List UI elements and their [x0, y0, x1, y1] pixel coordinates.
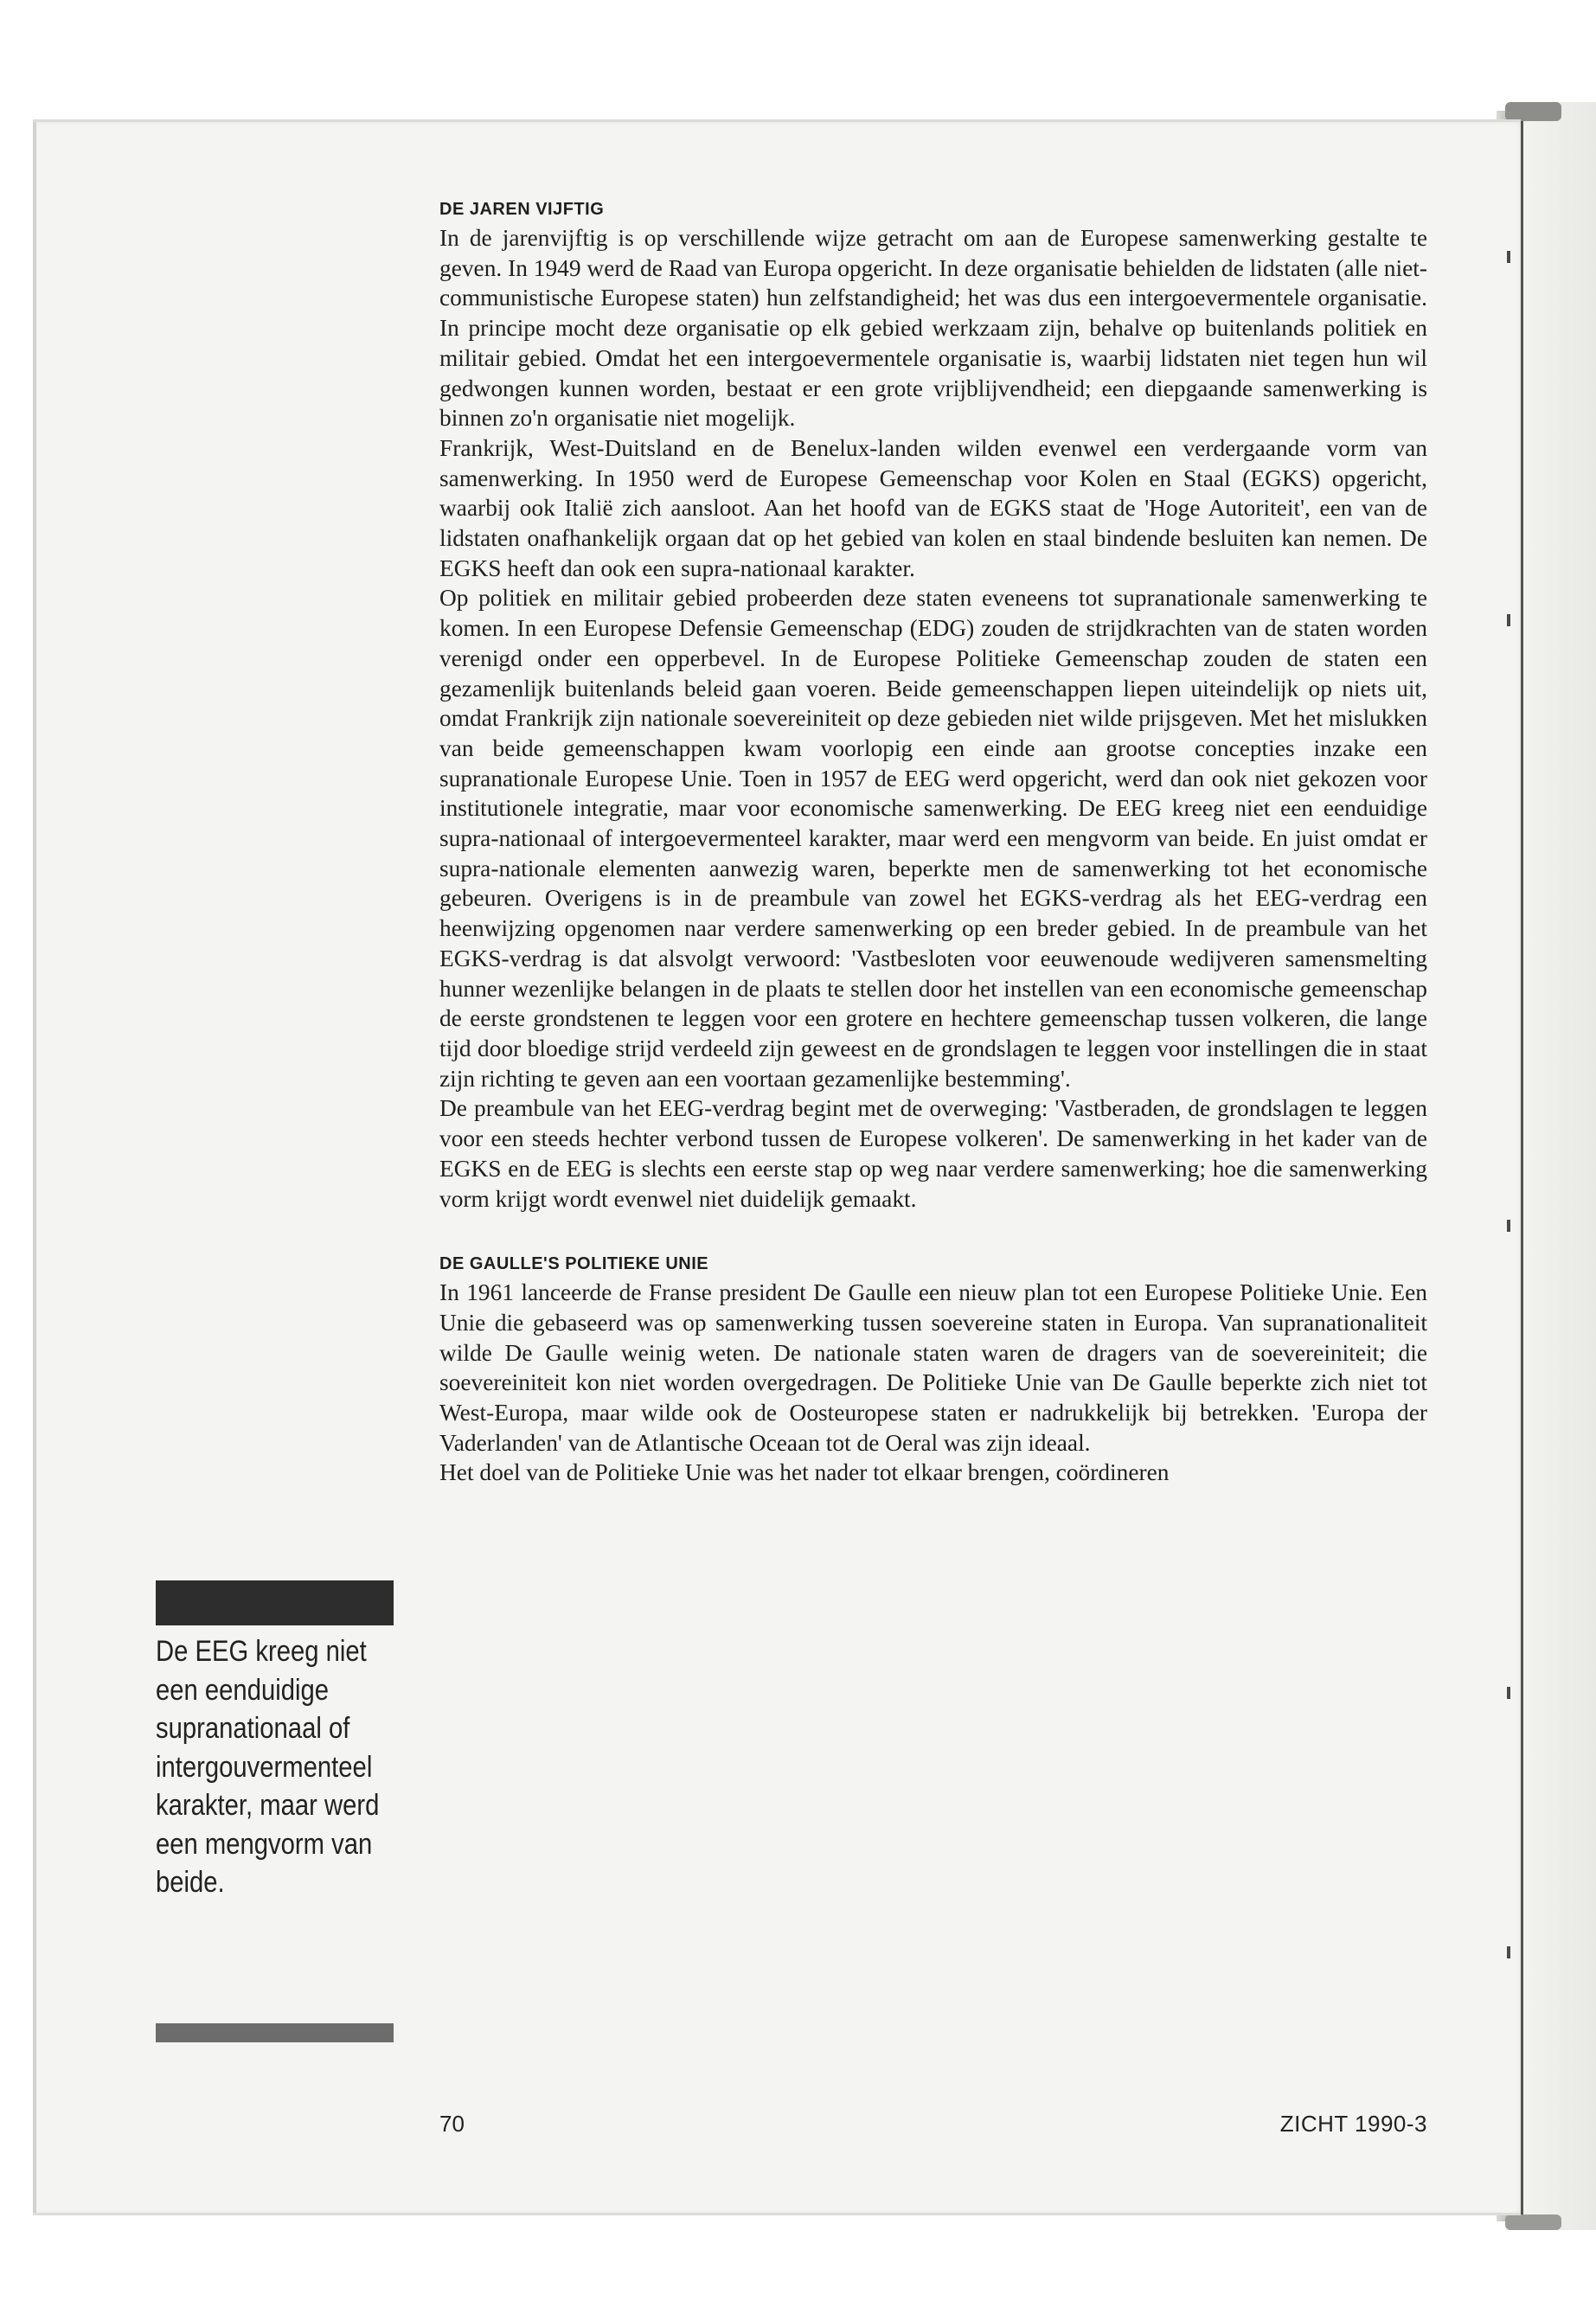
publication-footer: ZICHT 1990-3	[1279, 2111, 1427, 2137]
page-edge-left	[33, 121, 36, 2214]
paragraph: In de jarenvijftig is op verschillende wijze getracht om aan de Europese samenwerking gestalte te geven. In 1949 werd de Raad van Europa opgericht. In deze organisatie behielden de lidstaten (alle niet-communistische Europese staten) hun zelfstandigheid; het was dus een intergoevermentele organisatie. In principe mocht deze organisatie op elk gebied werkzaam zijn, behalve op buitenlands politiek en militair gebied. Omdat het een intergoevermentele organisatie is, waarbij lidstaten niet tegen hun wil gedwongen kunnen worden, bestaat er een grote vrijblijvendheid; een diepgaande samenwerking is binnen zo'n organisatie niet mogelijk.	[439, 225, 1427, 432]
spine-clip-bottom	[1505, 2214, 1561, 2230]
pull-quote-text: De EEG kreeg niet een eenduidige supranationaal of intergouvermenteel karakter, maar werd een mengvorm van beide.	[156, 1635, 380, 1899]
pull-quote-bar-top	[156, 1580, 394, 1625]
paragraph: Frankrijk, West-Duitsland en de Benelux-landen wilden evenwel een verdergaande vorm van samenwerking. In 1950 werd de Europese Gemeenschap voor Kolen en Staal (EGKS) opgericht, waarbij ook Italië zich aansloot. Aan het hoofd van de EGKS staat de 'Hoge Autoriteit', een van de lidstaten onafhankelijk orgaan dat op het gebied van kolen en staal bindende besluiten kan nemen. De EGKS heeft dan ook een supra-nationaal karakter.	[439, 434, 1427, 581]
page-edge-bottom	[33, 2213, 1521, 2215]
article-column	[439, 197, 1427, 1488]
margin-mark	[1507, 1946, 1510, 1958]
section-heading-de-gaulle: DE GAULLE'S POLITIEKE UNIE	[439, 1254, 709, 1274]
margin-mark	[1507, 1220, 1510, 1232]
page-number: 70	[439, 2111, 465, 2137]
facing-page-edge	[1521, 102, 1596, 2230]
pull-quote	[156, 1580, 394, 1902]
margin-mark	[1507, 251, 1510, 263]
margin-mark	[1507, 1687, 1510, 1699]
paragraph: Het doel van de Politieke Unie was het nader tot elkaar brengen, coördineren	[439, 1459, 1170, 1486]
right-margin-marks	[1507, 251, 1512, 1981]
page-edge-top	[33, 119, 1521, 122]
section-heading-jaren-vijftig: DE JAREN VIJFTIG	[439, 200, 605, 219]
paragraph: In 1961 lanceerde de Franse president De Gaulle een nieuw plan tot een Europese Politieke Unie. Een Unie die gebaseerd was op samenwerking tussen soevereine staten in Europa. Van supranationaliteit wilde De Gaulle weinig weten. De nationale staten waren de dragers van de soevereiniteit; die soevereiniteit kon niet worden overgedragen. De Politieke Unie van De Gaulle beperkte zich niet tot West-Europa, maar wilde ook de Oosteuropese staten er nadrukkelijk bij betrekken. 'Europa der Vaderlanden' van de Atlantische Oceaan tot de Oeral was zijn ideaal.	[439, 1279, 1427, 1456]
spine-clip-top	[1505, 102, 1561, 121]
paragraph: De preambule van het EEG-verdrag begint met de overweging: 'Vastberaden, de grondslagen te leggen voor een steeds hechter verbond tussen de Europese volkeren'. De samenwerking in het kader van de EGKS en de EEG is slechts een eerste stap op weg naar verdere samenwerking; hoe die samenwerking vorm krijgt wordt evenwel niet duidelijk gemaakt.	[439, 1095, 1427, 1212]
paragraph: Op politiek en militair gebied probeerden deze staten eveneens tot supranationale samenwerking te komen. In een Europese Defensie Gemeenschap (EDG) zouden de strijdkrachten van de staten worden verenigd onder een opperbevel. In de Europese Politieke Gemeenschap zouden de staten een gezamenlijk buitenlands beleid gaan voeren. Beide gemeenschappen liepen uiteindelijk op niets uit, omdat Frankrijk zijn nationale soevereiniteit op deze gebieden niet wilde prijsgeven. Met het mislukken van beide gemeenschappen kwam voorlopig een einde aan grootse concepties inzake een supranationale Europese Unie. Toen in 1957 de EEG werd opgericht, werd dan ook niet gekozen voor institutionele integratie, maar voor economische samenwerking. De EEG kreeg niet een eenduidige supra-nationaal of intergoevermenteel karakter, maar werd een mengvorm van beide. En juist omdat er supra-nationale elementen aanwezig waren, beperkte men de samenwerking tot het economische gebeuren. Overigens is in de preambule van zowel het EGKS-verdrag als het EEG-verdrag een heenwijzing opgenomen naar verdere samenwerking op een breder gebied. In de preambule van het EGKS-verdrag is dat alsvolgt verwoord: 'Vastbesloten voor eeuwenoude wedijveren samensmelting hunner wezenlijke belangen in de plaats te stellen door het instellen van een economische gemeenschap de eerste grondstenen te leggen voor een grotere en hechtere gemeenschap tussen volkeren, die lange tijd door bloedige strijd verdeeld zijn geweest en de grondslagen te leggen voor instellingen die in staat zijn richting te geven aan een voortaan gezamenlijke bestemming'.	[439, 585, 1427, 1092]
margin-mark	[1507, 614, 1510, 626]
pull-quote-bar-bottom	[156, 2023, 394, 2042]
